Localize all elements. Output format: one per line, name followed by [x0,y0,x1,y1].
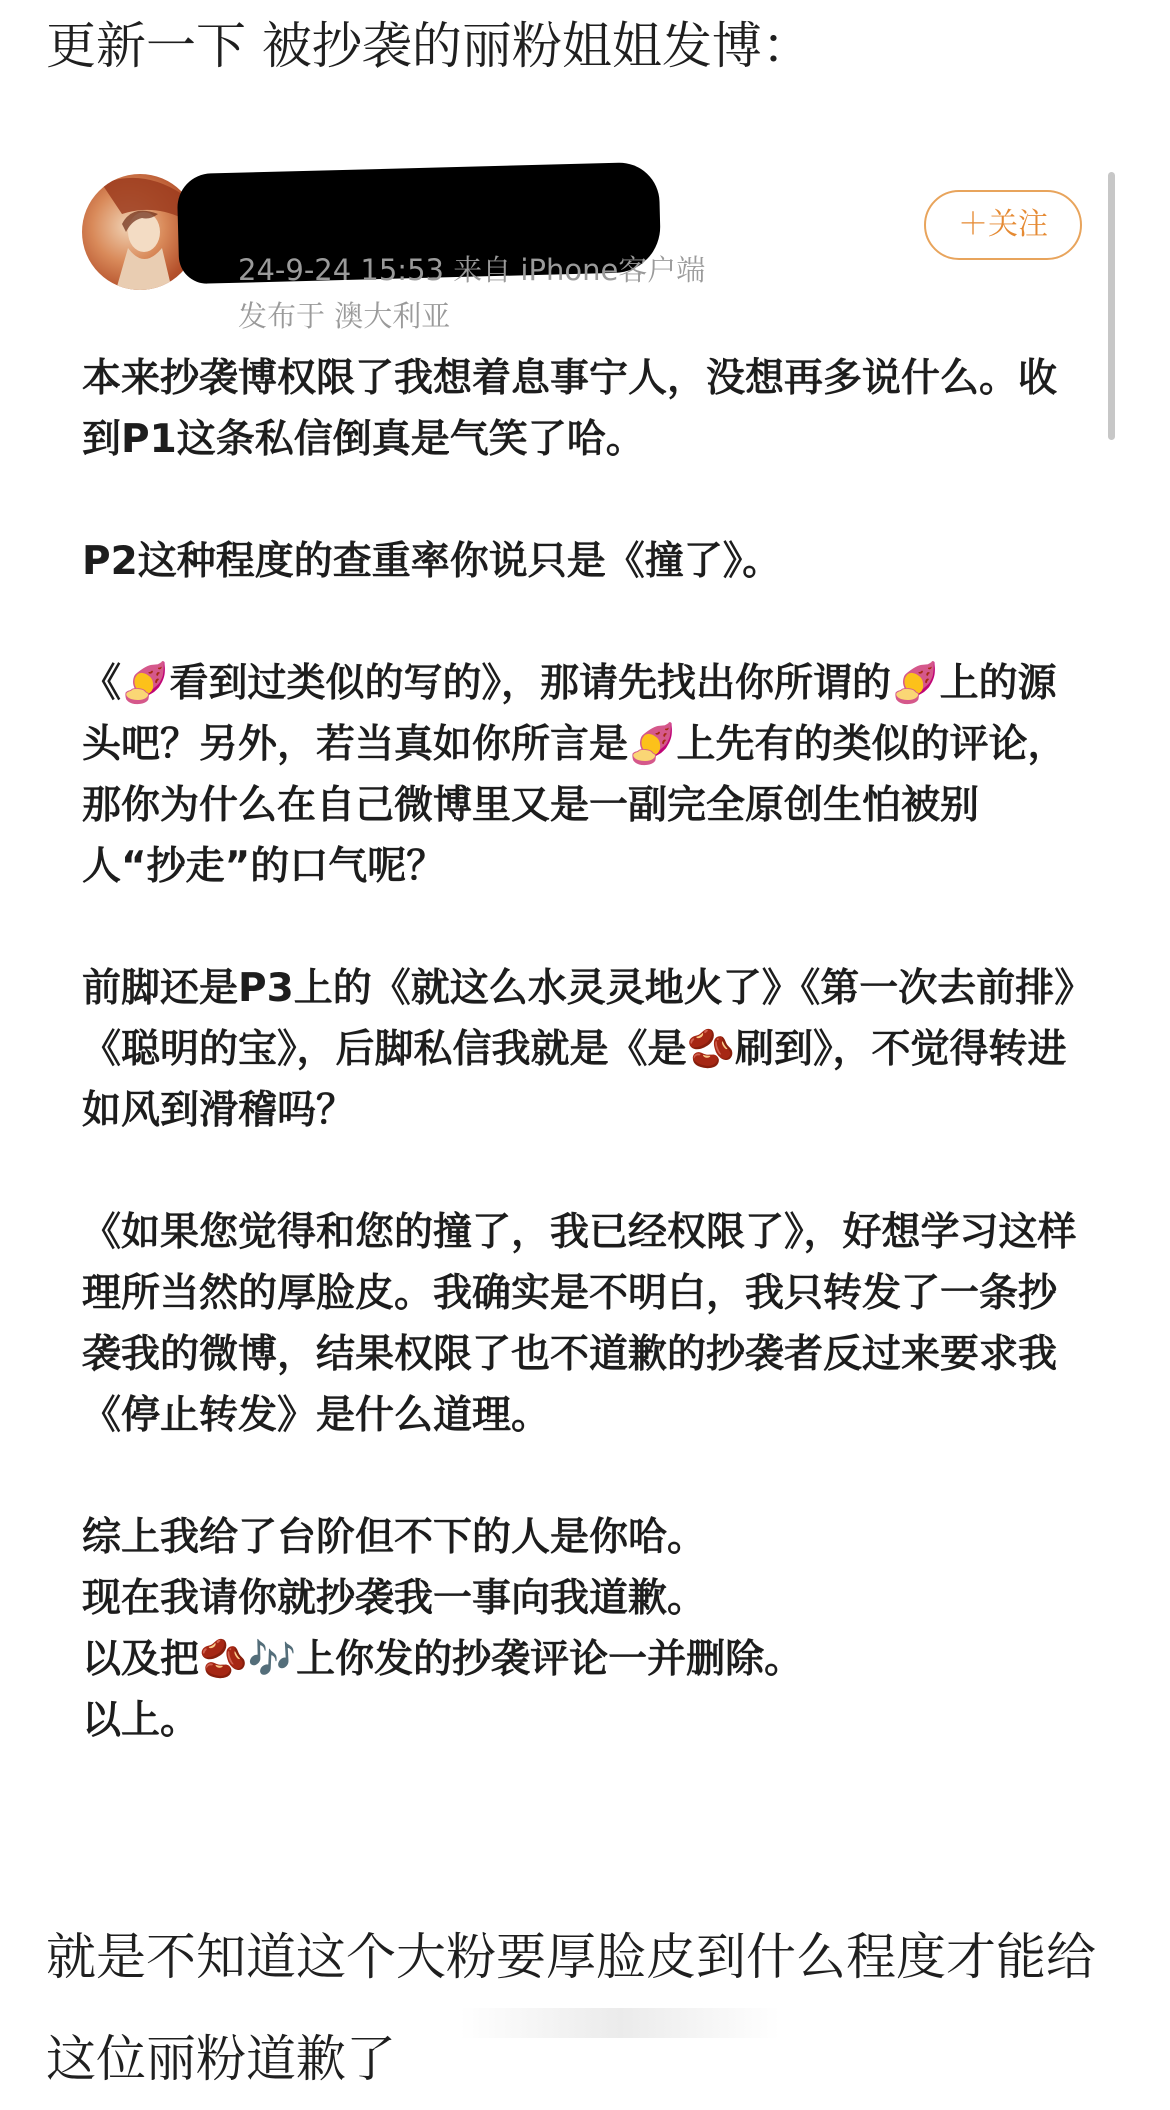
post-paragraph: 《🍠看到过类似的写的》，那请先找出你所谓的🍠上的源头吧？另外，若当真如你所言是🍠上先有的类似的评论，那你为什么在自己微博里又是一副完全原创生怕被别人“抄走”的口气呢？ [82,661,1067,889]
top-caption: 更新一下 被抄袭的丽粉姐姐发博： [46,17,812,75]
post-paragraph: 《如果您觉得和您的撞了，我已经权限了》，好想学习这样理所当然的厚脸皮。我确实是不明白，我只转发了一条抄袭我的微博，结果权限了也不道歉的抄袭者反过来要求我《停止转发》是什么道理。 [82,1210,1077,1438]
post-paragraph: 本来抄袭博权限了我想着息事宁人，没想再多说什么。收到P1这条私信倒真是气笑了哈。 [82,356,1058,462]
post-paragraph: 前脚还是P3上的《就这么水灵灵地火了》《第一次去前排》《聪明的宝》，后脚私信我就是《是🫘刷到》，不觉得转进如风到滑稽吗？ [82,966,1074,1133]
closing-line: 以及把🫘🎶上你发的抄袭评论一并删除。 [82,1637,804,1682]
closing-line: 以上。 [82,1698,200,1743]
fade-overlay [460,2008,780,2038]
post-paragraph: 综上我给了台阶但不下的人是你哈。 [82,1515,707,1560]
scrollbar[interactable] [1108,172,1115,440]
weibo-post-screenshot [0,130,1170,1850]
post-closing [82,1507,1082,1751]
closing-line: 现在我请你就抄袭我一事向我道歉。 [82,1576,707,1621]
follow-button[interactable]: ＋关注 [924,190,1082,260]
post-location: 发布于 澳大利亚 [238,299,451,333]
bottom-caption: 就是不知道这个大粉要厚脸皮到什么程度才能给这位丽粉道歉了 [46,1928,1096,2088]
post-paragraph: P2这种程度的查重率你说只是《撞了》。 [82,539,782,584]
post-body [82,348,1082,1751]
post-timestamp: 24-9-24 15:53 [238,253,444,287]
post-meta [238,250,705,290]
post-source: 来自 iPhone客户端 [453,253,706,287]
